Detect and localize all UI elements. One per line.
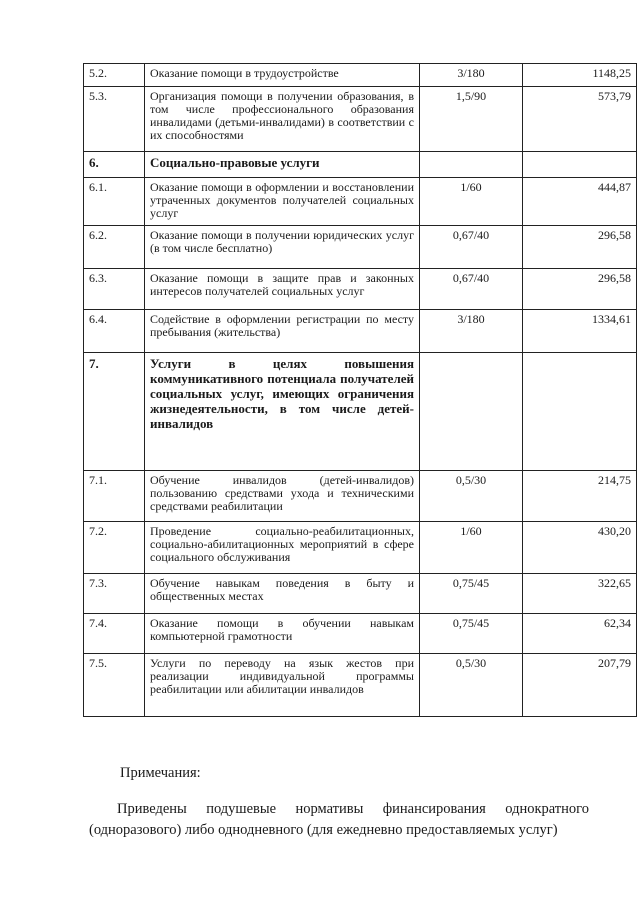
price-value: 573,79 [523, 87, 637, 152]
price-value: 430,20 [523, 522, 637, 574]
service-name: Услуги в целях повышения коммуникативного потенциала получателей социальных услуг, имеющих ограничения жизнедеятельности, в том числе детей-инвалидов [145, 353, 420, 471]
row-number: 6.1. [84, 178, 145, 226]
service-name: Обучение навыкам поведения в быту и общественных местах [145, 574, 420, 614]
service-name: Проведение социально-реабилитационных, социально-абилитационных мероприятий в сфере социального обслуживания [145, 522, 420, 574]
table-row [84, 654, 637, 717]
time-norm: 0,75/45 [420, 614, 523, 654]
service-name: Оказание помощи в получении юридических услуг (в том числе бесплатно) [145, 226, 420, 269]
time-norm: 0,67/40 [420, 226, 523, 269]
price-value [523, 152, 637, 178]
service-name: Оказание помощи в защите прав и законных интересов получателей социальных услуг [145, 269, 420, 310]
table-row [84, 310, 637, 353]
table-row [84, 226, 637, 269]
row-number: 6.3. [84, 269, 145, 310]
price-value: 444,87 [523, 178, 637, 226]
price-value: 296,58 [523, 226, 637, 269]
service-name: Содействие в оформлении регистрации по месту пребывания (жительства) [145, 310, 420, 353]
time-norm [420, 152, 523, 178]
time-norm [420, 353, 523, 471]
row-number: 6.4. [84, 310, 145, 353]
table-row [84, 178, 637, 226]
table-row [84, 471, 637, 522]
price-value: 214,75 [523, 471, 637, 522]
row-number: 7.2. [84, 522, 145, 574]
notes-title: Примечания: [120, 765, 201, 781]
services-table-body [84, 64, 637, 717]
table-row [84, 269, 637, 310]
price-value: 1334,61 [523, 310, 637, 353]
service-name: Оказание помощи в оформлении и восстановлении утраченных документов получателей социальных услуг [145, 178, 420, 226]
time-norm: 1/60 [420, 178, 523, 226]
row-number: 6. [84, 152, 145, 178]
price-value: 1148,25 [523, 64, 637, 87]
price-value [523, 353, 637, 471]
row-number: 7.3. [84, 574, 145, 614]
row-number: 7. [84, 353, 145, 471]
price-value: 322,65 [523, 574, 637, 614]
service-name: Услуги по переводу на язык жестов при реализации индивидуальной программы реабилитации или абилитации инвалидов [145, 654, 420, 717]
time-norm: 1/60 [420, 522, 523, 574]
section-row [84, 353, 637, 471]
service-name: Оказание помощи в трудоустройстве [145, 64, 420, 87]
section-row [84, 152, 637, 178]
service-name: Оказание помощи в обучении навыкам компьютерной грамотности [145, 614, 420, 654]
table-row [84, 87, 637, 152]
row-number: 5.3. [84, 87, 145, 152]
notes-text: Приведены подушевые нормативы финансирования однократного (одноразового) либо однодневного (для ежедневно предоставляемых услуг) [89, 801, 589, 838]
service-name: Обучение инвалидов (детей-инвалидов) пользованию средствами ухода и техническими средствами реабилитации [145, 471, 420, 522]
time-norm: 3/180 [420, 64, 523, 87]
row-number: 7.4. [84, 614, 145, 654]
time-norm: 3/180 [420, 310, 523, 353]
services-table [83, 63, 637, 717]
row-number: 5.2. [84, 64, 145, 87]
table-row [84, 574, 637, 614]
price-value: 207,79 [523, 654, 637, 717]
time-norm: 0,75/45 [420, 574, 523, 614]
table-row [84, 522, 637, 574]
time-norm: 1,5/90 [420, 87, 523, 152]
time-norm: 0,5/30 [420, 654, 523, 717]
price-value: 296,58 [523, 269, 637, 310]
row-number: 6.2. [84, 226, 145, 269]
service-name: Социально-правовые услуги [145, 152, 420, 178]
service-name: Организация помощи в получении образования, в том числе профессионального образования инвалидами (детьми-инвалидами) в соответствии с их способностями [145, 87, 420, 152]
row-number: 7.5. [84, 654, 145, 717]
time-norm: 0,5/30 [420, 471, 523, 522]
time-norm: 0,67/40 [420, 269, 523, 310]
price-value: 62,34 [523, 614, 637, 654]
table-row [84, 614, 637, 654]
row-number: 7.1. [84, 471, 145, 522]
table-row [84, 64, 637, 87]
